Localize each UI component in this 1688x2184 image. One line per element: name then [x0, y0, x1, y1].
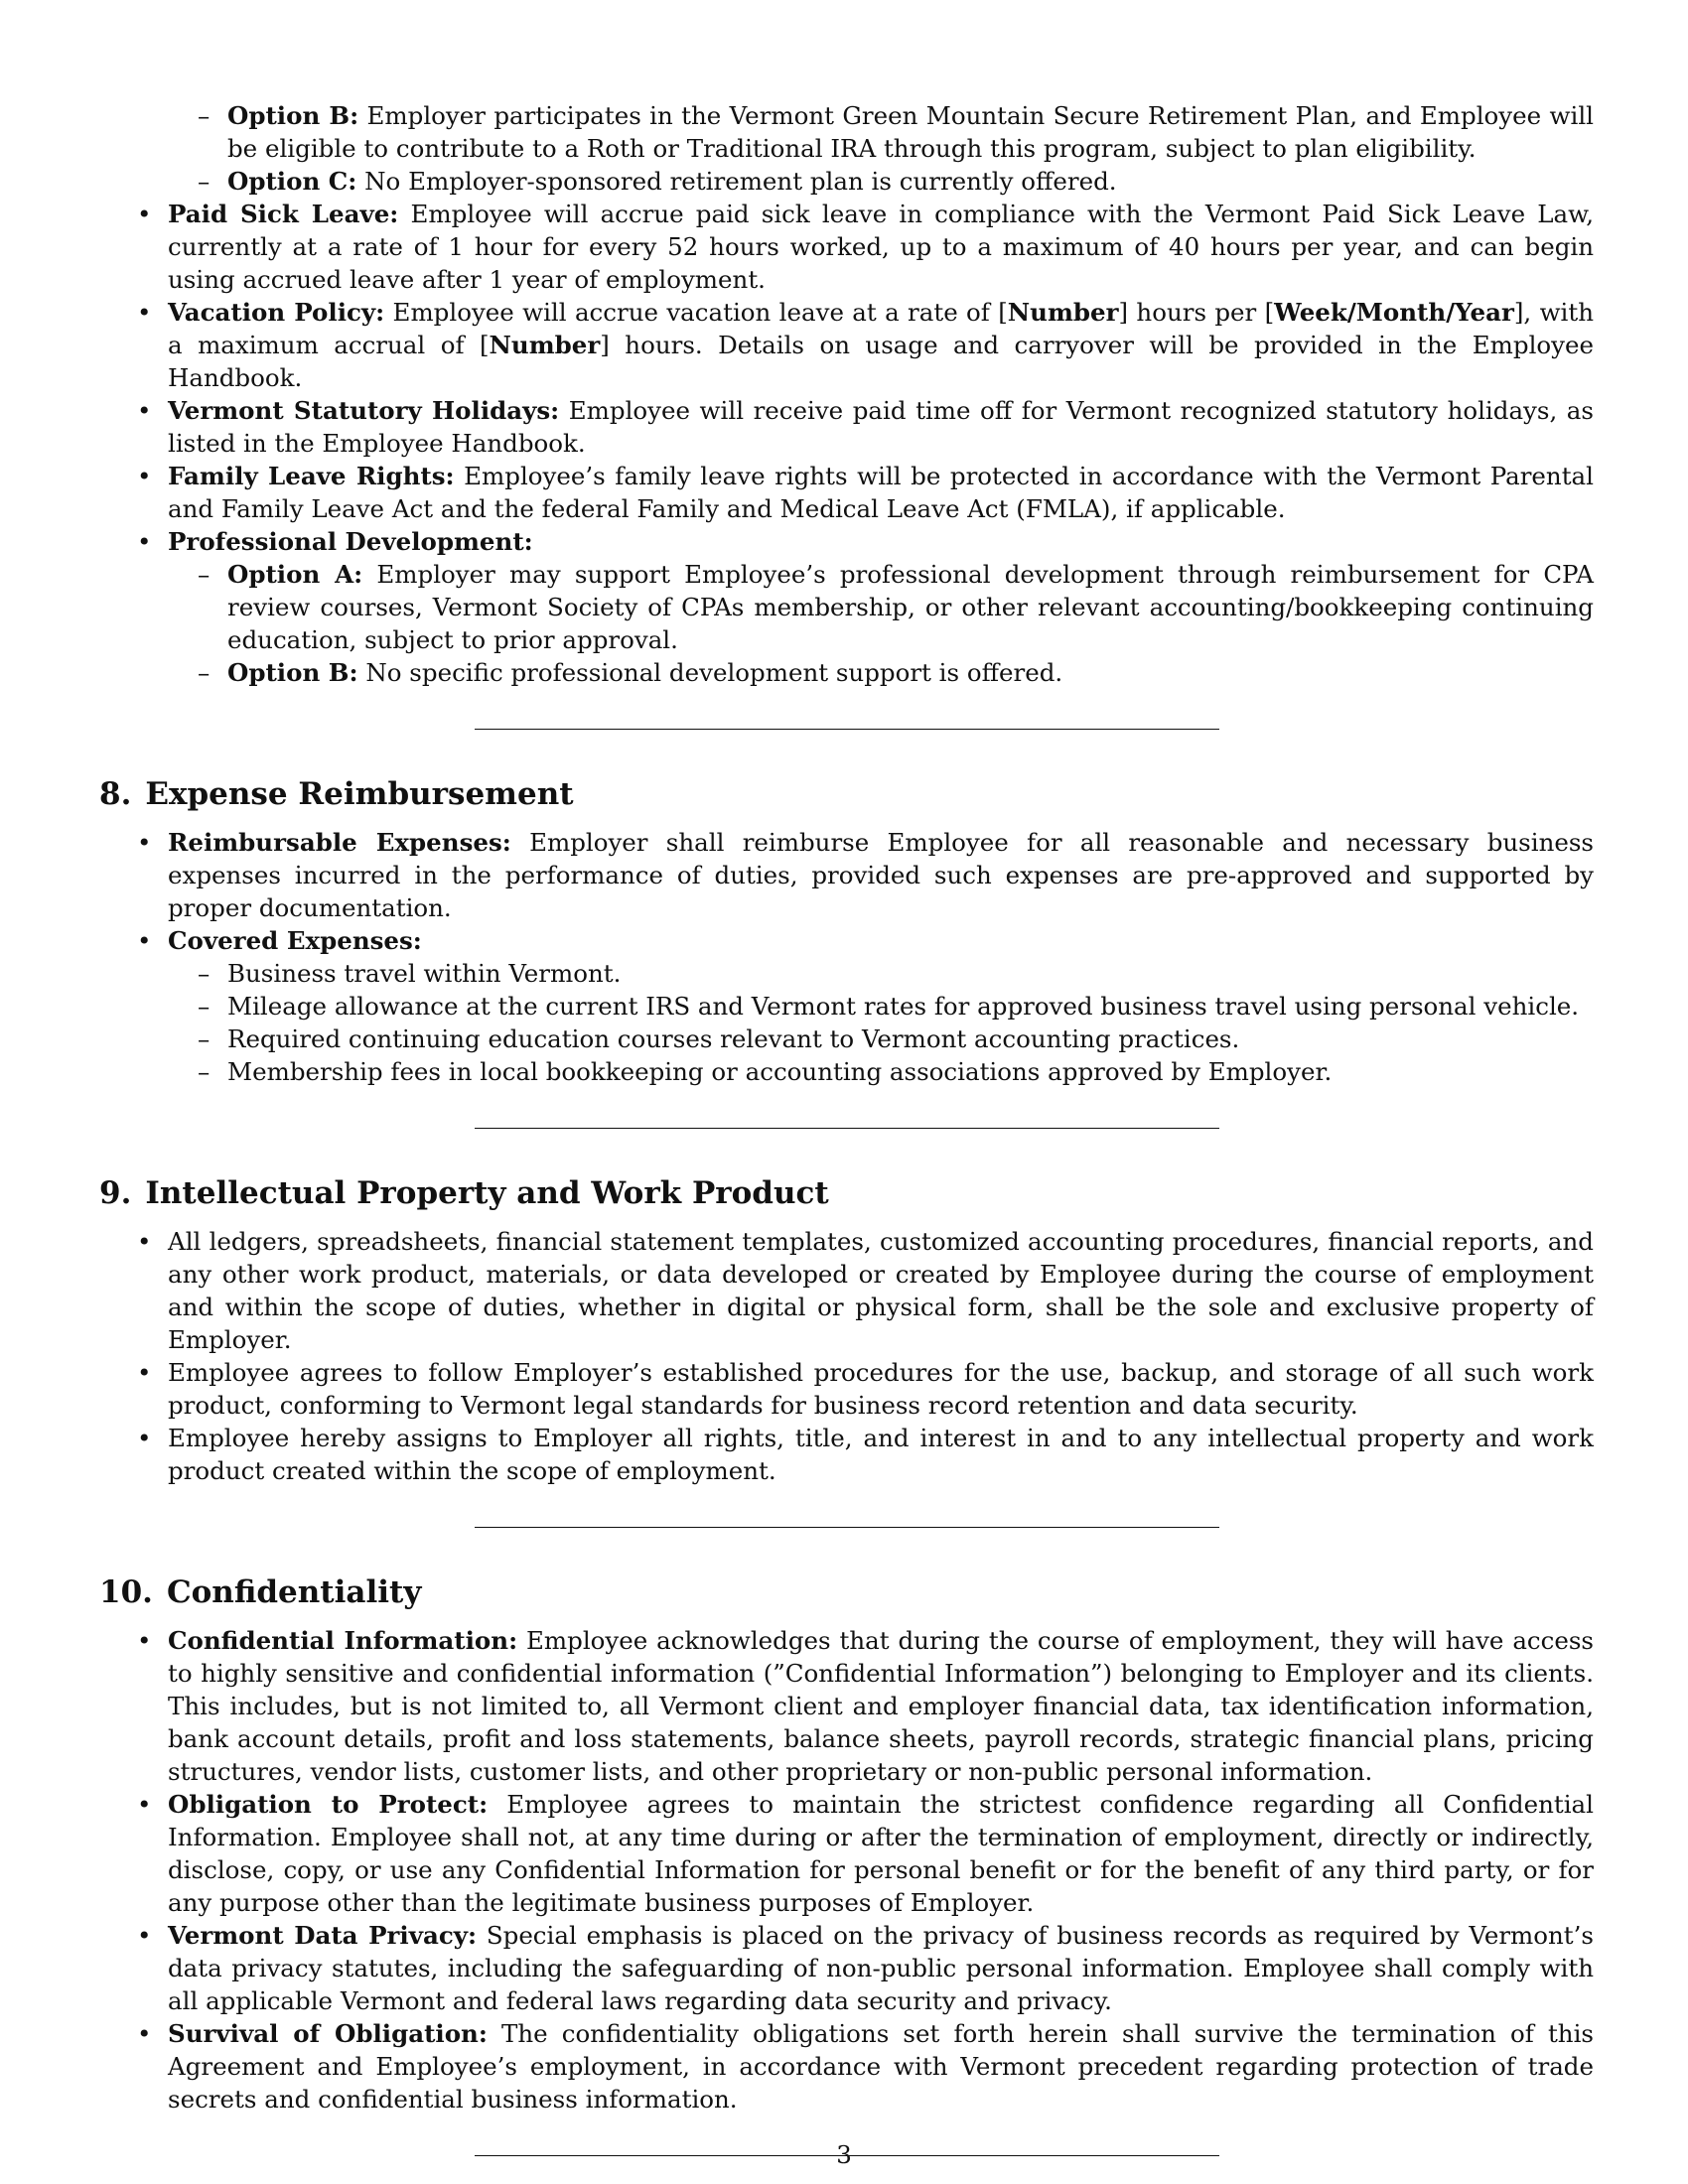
ip-list	[99, 1225, 1594, 1487]
list-item: – Option A: Employer may support Employee’s professional development through reimbursement for CPA review courses, Vermont Society of CPAs membership, or other relevant accounting/bookkeeping continuing education, subject to prior approval.	[168, 558, 1594, 656]
list-item-reimbursable-expenses: • Reimbursable Expenses: Employer shall reimburse Employee for all reasonable and necessary business expenses incurred in the performance of duties, provided such expenses are pre-approved and supported by proper documentation.	[99, 826, 1594, 924]
section-heading-8: 8. Expense Reimbursement	[99, 776, 574, 812]
page-number: 3	[836, 2140, 852, 2169]
list-item-paid-sick-leave: • Paid Sick Leave: Employee will accrue paid sick leave in compliance with the Vermont Paid Sick Leave Law, currently at a rate of 1 hour for every 52 hours worked, up to a maximum of 40 hours per year, and can begin using accrued leave after 1 year of employment.	[99, 198, 1594, 296]
list-item-holidays: • Vermont Statutory Holidays: Employee will receive paid time off for Vermont recognized statutory holidays, as listed in the Employee Handbook.	[99, 394, 1594, 460]
covered-expenses-list	[168, 957, 1594, 1088]
section-heading-10: 10. Confidentiality	[99, 1574, 422, 1610]
list-item: • Employee agrees to follow Employer’s established procedures for the use, backup, and storage of all such work product, conforming to Vermont legal standards for business record retention and data security.	[99, 1356, 1594, 1422]
list-item: – Option B: Employer participates in the Vermont Green Mountain Secure Retirement Plan, and Employee will be eligible to contribute to a Roth or Traditional IRA through this program, subject to plan eligibility.	[99, 99, 1594, 165]
list-item: • Confidential Information: Employee acknowledges that during the course of employment, they will have access to highly sensitive and confidential information (”Confidential Information”) belonging to Employer and its clients. This includes, but is not limited to, all Vermont client and employer financial data, tax identification information, bank account details, profit and loss statements, balance sheets, payroll records, strategic financial plans, pricing structures, vendor lists, customer lists, and other proprietary or non-public personal information.	[99, 1624, 1594, 1788]
list-item: – Membership fees in local bookkeeping or accounting associations approved by Employer.	[168, 1055, 1594, 1088]
retirement-options-list	[99, 99, 1594, 198]
list-item: – Required continuing education courses relevant to Vermont accounting practices.	[168, 1023, 1594, 1055]
list-item: – Business travel within Vermont.	[168, 957, 1594, 990]
list-item: • Employee hereby assigns to Employer all rights, title, and interest in and to any intellectual property and work product created within the scope of employment.	[99, 1422, 1594, 1487]
list-item: • Obligation to Protect: Employee agrees to maintain the strictest confidence regarding all Confidential Information. Employee shall not, at any time during or after the termination of employment, directly or indirectly, disclose, copy, or use any Confidential Information for personal benefit or for the benefit of any third party, or for any purpose other than the legitimate business purposes of Employer.	[99, 1788, 1594, 1919]
list-item: • Vermont Data Privacy: Special emphasis is placed on the privacy of business records as required by Vermont’s data privacy statutes, including the safeguarding of non-public personal information. Employee shall comply with all applicable Vermont and federal laws regarding data security and privacy.	[99, 1919, 1594, 2017]
expense-list	[99, 826, 1594, 1088]
list-item: – Option C: No Employer-sponsored retirement plan is currently offered.	[99, 165, 1594, 198]
pd-options-list	[168, 558, 1594, 689]
benefits-list	[99, 198, 1594, 689]
list-item: – Mileage allowance at the current IRS and Vermont rates for approved business travel using personal vehicle.	[168, 990, 1594, 1023]
list-item-professional-development: • Professional Development: – Option A: Employer may support Employee’s professional development through reimbursement for CPA review courses, Vermont Society of CPAs membership, or other relevant accounting/bookkeeping continuing education, subject to prior approval. – Option B: No specific professional development support is offered.	[99, 525, 1594, 689]
confidentiality-list	[99, 1624, 1594, 2116]
list-item: • Survival of Obligation: The confidentiality obligations set forth herein shall survive the termination of this Agreement and Employee’s employment, in accordance with Vermont precedent regarding protection of trade secrets and confidential business information.	[99, 2017, 1594, 2116]
list-item: – Option B: No specific professional development support is offered.	[168, 656, 1594, 689]
list-item-vacation-policy: • Vacation Policy: Employee will accrue vacation leave at a rate of [Number] hours per [Week/Month/Year], with a maximum accrual of [Number] hours. Details on usage and carryover will be provided in the Employee Handbook.	[99, 296, 1594, 394]
page-content	[99, 99, 1594, 2156]
list-item-family-leave: • Family Leave Rights: Employee’s family leave rights will be protected in accordance with the Vermont Parental and Family Leave Act and the federal Family and Medical Leave Act (FMLA), if applicable.	[99, 460, 1594, 525]
list-item: • All ledgers, spreadsheets, financial statement templates, customized accounting procedures, financial reports, and any other work product, materials, or data developed or created by Employee during the course of employment and within the scope of duties, whether in digital or physical form, shall be the sole and exclusive property of Employer.	[99, 1225, 1594, 1356]
list-item-covered-expenses: • Covered Expenses: – Business travel within Vermont. – Mileage allowance at the current IRS and Vermont rates for approved business travel using personal vehicle. – Required continuing education courses relevant to Vermont accounting practices. – Membership fees in local bookkeeping or accounting associations approved by Employer.	[99, 924, 1594, 1088]
section-heading-9: 9. Intellectual Property and Work Product	[99, 1175, 829, 1211]
